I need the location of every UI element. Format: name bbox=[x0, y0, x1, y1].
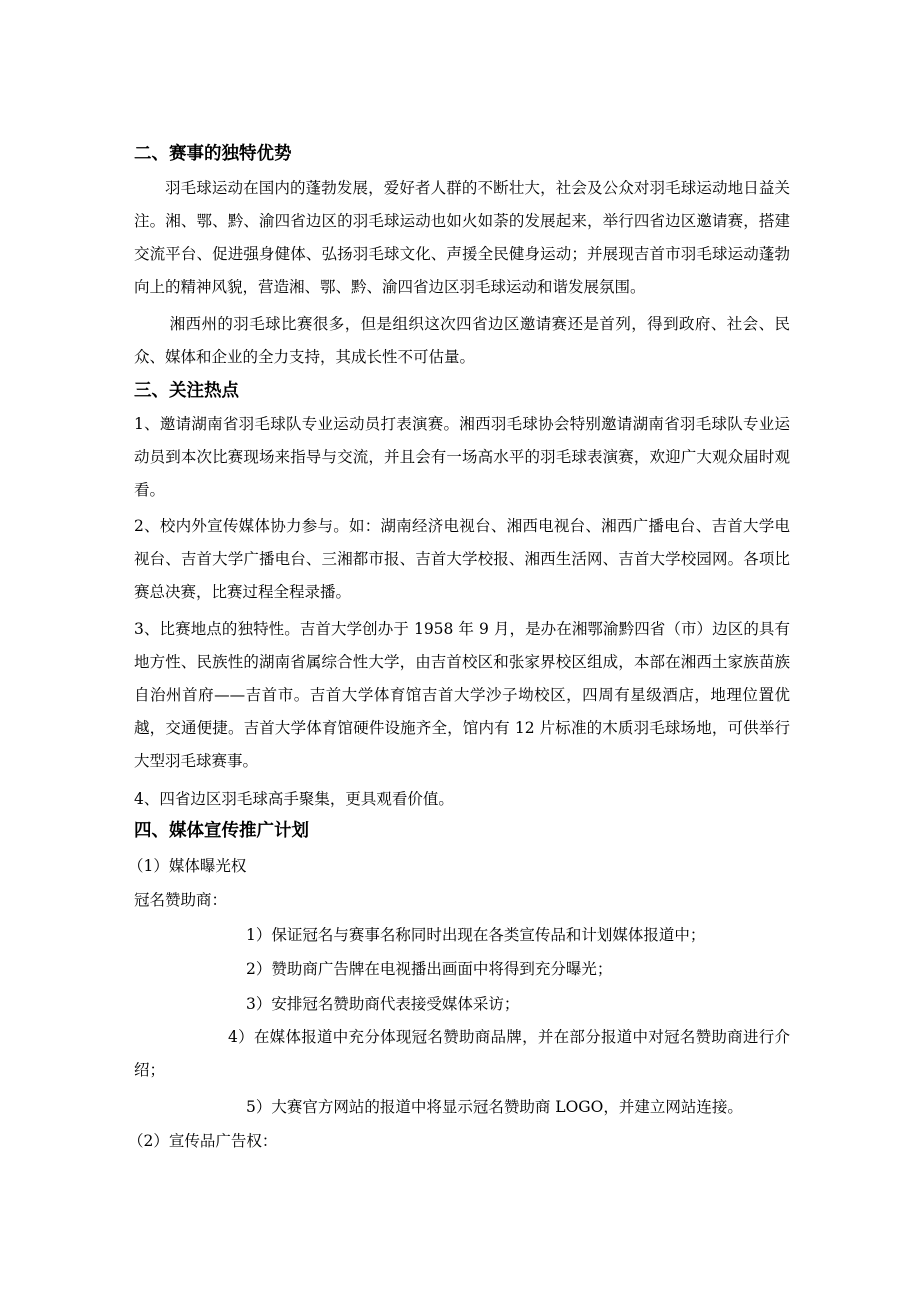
sponsor-point-5: 5）大赛官方网站的报道中将显示冠名赞助商 LOGO，并建立网站连接。 bbox=[246, 1098, 743, 1116]
section-heading-media-plan: 四、媒体宣传推广计划 bbox=[134, 821, 309, 841]
section-heading-advantages: 二、赛事的独特优势 bbox=[134, 144, 292, 164]
paragraph-xiangxi-competition: 湘西州的羽毛球比赛很多，但是组织这次四省边区邀请赛还是首列，得到政府、社会、民众、媒体和企业的全力支持，其成长性不可估量。 bbox=[134, 315, 790, 366]
section-heading-highlights: 三、关注热点 bbox=[134, 381, 239, 401]
highlight-item-1: 1、邀请湖南省羽毛球队专业运动员打表演赛。湘西羽毛球协会特别邀请湖南省羽毛球队专业运动员到本次比赛现场来指导与交流，并且会有一场高水平的羽毛球表演赛，欢迎广大观众届时观看。 bbox=[134, 415, 790, 499]
paragraph-badminton-development: 羽毛球运动在国内的蓬勃发展，爱好者人群的不断壮大，社会及公众对羽毛球运动地日益关注。湘、鄂、黔、渝四省边区的羽毛球运动也如火如荼的发展起来，举行四省边区邀请赛，搭建交流平台、促进强身健体、弘扬羽毛球文化、声援全民健身运动；并展现吉首市羽毛球运动蓬勃向上的精神风貌，营造湘、鄂、黔、渝四省边区羽毛球运动和谐发展氛围。 bbox=[134, 179, 790, 296]
highlight-item-2: 2、校内外宣传媒体协力参与。如：湖南经济电视台、湘西电视台、湘西广播电台、吉首大学电视台、吉首大学广播电台、三湘都市报、吉首大学校报、湘西生活网、吉首大学校园网。各项比赛总决赛，比赛过程全程录播。 bbox=[134, 517, 790, 601]
sponsor-point-3: 3）安排冠名赞助商代表接受媒体采访； bbox=[246, 995, 520, 1013]
highlight-item-4: 4、四省边区羽毛球高手聚集，更具观看价值。 bbox=[134, 790, 454, 808]
highlight-item-3: 3、比赛地点的独特性。吉首大学创办于 1958 年 9 月，是办在湘鄂渝黔四省（市）边区的具有地方性、民族性的湖南省属综合性大学，由吉首校区和张家界校区组成，本部在湘西土家族苗族自治州首府——吉首市。吉首大学体育馆吉首大学沙子坳校区，四周有星级酒店，地理位置优越，交通便捷。吉首大学体育馆硬件设施齐全，馆内有 12 片标准的木质羽毛球场地，可供举行大型羽毛球赛事。 bbox=[134, 620, 790, 770]
subheading-promo-ad-rights: （2）宣传品广告权： bbox=[128, 1132, 278, 1150]
sponsor-point-4: 4）在媒体报道中充分体现冠名赞助商品牌，并在部分报道中对冠名赞助商进行介绍； bbox=[134, 1028, 790, 1079]
sponsor-label: 冠名赞助商： bbox=[134, 891, 228, 909]
sponsor-point-2: 2）赞助商广告牌在电视播出画面中将得到充分曝光； bbox=[246, 960, 613, 978]
subheading-media-exposure: （1）媒体曝光权 bbox=[128, 857, 247, 875]
sponsor-point-1: 1）保证冠名与赛事名称同时出现在各类宣传品和计划媒体报道中； bbox=[246, 926, 706, 944]
